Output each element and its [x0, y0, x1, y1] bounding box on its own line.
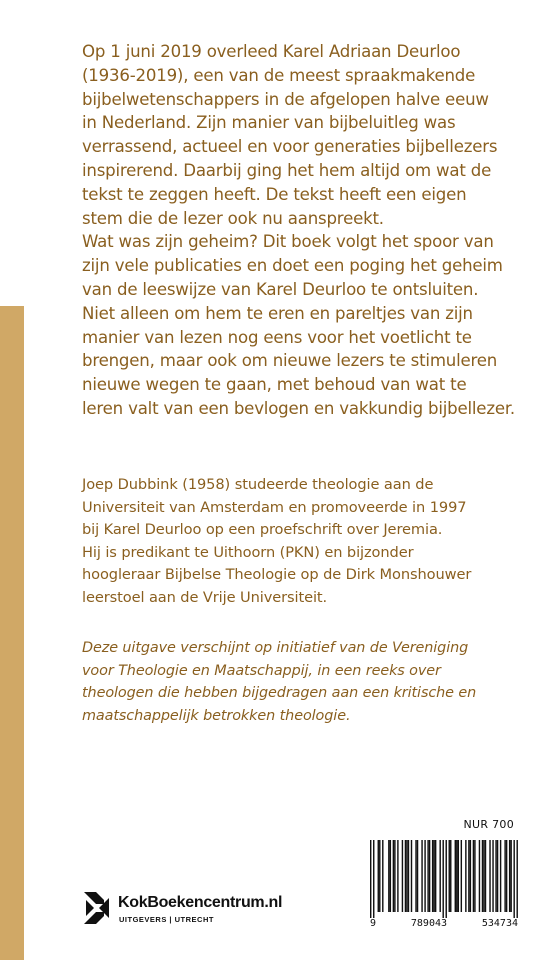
main-text-line: zijn vele publicaties en doet een poging het geheim	[82, 256, 503, 276]
barcode-bars	[370, 840, 518, 918]
author-bio	[82, 474, 482, 610]
barcode-bar	[465, 840, 466, 912]
barcode-bar	[439, 840, 440, 912]
barcode-bar	[432, 840, 433, 912]
main-text-line: stem die de lezer ook nu aanspreekt.	[82, 208, 384, 228]
barcode-bar	[470, 840, 471, 912]
main-text-line: verrassend, actueel en voor generaties bijbellezers	[82, 137, 498, 157]
barcode-bar	[405, 840, 406, 912]
barcode-bar	[397, 840, 398, 912]
barcode-bar	[485, 840, 486, 912]
main-text-line: manier van lezen nog eens voor het voetlicht te	[82, 327, 472, 347]
main-text-line: inspirerend. Daarbij ging het hem altijd om wat de	[82, 160, 492, 180]
barcode-bar	[417, 840, 418, 912]
barcode-bar	[449, 840, 450, 912]
isbn-digits	[370, 918, 518, 929]
barcode-bar	[402, 840, 403, 912]
main-description	[82, 40, 516, 421]
barcode-bar	[456, 840, 457, 912]
barcode-bar	[373, 840, 374, 918]
barcode-bar	[427, 840, 428, 912]
main-text-line: leren valt van een bevlogen en vakkundig bijbellezer.	[82, 398, 516, 418]
barcode-bar	[370, 840, 371, 918]
main-text-line: tekst te zeggen heeft. De tekst heeft een eigen	[82, 184, 467, 204]
barcode-bar	[433, 840, 434, 912]
barcode-bar	[489, 840, 490, 912]
barcode-bar	[500, 840, 501, 912]
barcode-bar	[421, 840, 422, 912]
publisher-subtitle: UITGEVERS | UTRECHT	[119, 915, 214, 924]
note-text-line: maatschappelijk betrokken theologie.	[82, 707, 351, 724]
barcode-bar	[406, 840, 407, 912]
barcode-bar	[455, 840, 456, 912]
barcode-bar	[504, 840, 505, 912]
barcode-bar	[495, 840, 496, 912]
barcode-bar	[482, 840, 483, 912]
publisher-name: KokBoekencentrum.nl	[118, 894, 283, 911]
series-note	[82, 637, 482, 727]
isbn-digit-group: 789043	[410, 918, 448, 929]
bio-text-line: leerstoel aan de Vrije Universiteit.	[82, 588, 328, 606]
main-text-line: van de leeswijze van Karel Deurloo te ontsluiten.	[82, 279, 479, 299]
barcode-bar	[429, 840, 430, 912]
barcode-bar	[424, 840, 425, 912]
main-text-line: Op 1 juni 2019 overleed Karel Adriaan Deurloo	[82, 42, 461, 61]
barcode-bar	[442, 840, 443, 918]
note-text-line: Deze uitgave verschijnt op initiatief van de Vereniging	[82, 640, 469, 656]
barcode-bar	[479, 840, 480, 912]
barcode-bar	[474, 840, 475, 912]
barcode-bar	[483, 840, 484, 912]
barcode-bar	[506, 840, 507, 912]
main-text-line: nieuwe wegen te gaan, met behoud van wat te	[82, 375, 467, 395]
main-text-line: in Nederland. Zijn manier van bijbeluitleg was	[82, 113, 456, 133]
barcode-bar	[510, 840, 511, 912]
note-text-line: theologen die hebben bijgedragen aan een kritische en	[82, 685, 477, 702]
main-text-line: Niet alleen om hem te eren en pareltjes van zijn	[82, 303, 473, 323]
barcode-bar	[382, 840, 383, 912]
barcode-bar	[435, 840, 436, 912]
isbn-digit-group: 9	[370, 918, 377, 929]
left-color-stripe	[0, 306, 24, 960]
barcode-bar	[450, 840, 451, 912]
isbn-digit-group: 534734	[481, 918, 518, 929]
kok-logo-icon	[82, 890, 112, 926]
barcode-bar	[388, 840, 389, 912]
publisher-logo	[82, 890, 332, 930]
barcode-bar	[378, 840, 379, 912]
barcode-bar	[473, 840, 474, 912]
barcode-bar	[415, 840, 416, 912]
bio-text-line: Joep Dubbink (1958) studeerde theologie aan de	[82, 476, 434, 493]
barcode-bar	[516, 840, 517, 918]
barcode-bar	[461, 840, 462, 912]
bio-text-line: Universiteit van Amsterdam en promoveerde in 1997	[82, 498, 467, 516]
barcode-bar	[446, 840, 447, 918]
barcode-bar	[458, 840, 459, 912]
main-text-line: (1936-2019), een van de meest spraakmakende	[82, 65, 476, 85]
bio-text-line: Hij is predikant te Uithoorn (PKN) en bijzonder	[82, 543, 414, 561]
barcode-bar	[390, 840, 391, 912]
barcode-bar	[497, 840, 498, 912]
bio-text-line: hoogleraar Bijbelse Theologie op de Dirk Monshouwer	[82, 566, 472, 584]
main-text-line: bijbelwetenschappers in de afgelopen halve eeuw	[82, 89, 489, 109]
barcode-bar	[509, 840, 510, 912]
barcode-bar	[408, 840, 409, 912]
bio-text-line: bij Karel Deurloo op een proefschrift over Jeremia.	[82, 521, 443, 539]
note-text-line: voor Theologie en Maatschappij, in een reeks over	[82, 662, 441, 679]
barcode-bar	[394, 840, 395, 912]
barcode-bar	[513, 840, 514, 918]
main-text-line: Wat was zijn geheim? Dit boek volgt het spoor van	[82, 232, 494, 252]
barcode-bar	[411, 840, 412, 912]
main-text-line: brengen, maar ook om nieuwe lezers te stimuleren	[82, 351, 498, 371]
nur-code: NUR 700	[463, 818, 514, 831]
isbn-barcode	[370, 818, 518, 932]
barcode-bar	[492, 840, 493, 912]
barcode-bar	[393, 840, 394, 912]
barcode-bar	[379, 840, 380, 912]
barcode-bar	[468, 840, 469, 912]
